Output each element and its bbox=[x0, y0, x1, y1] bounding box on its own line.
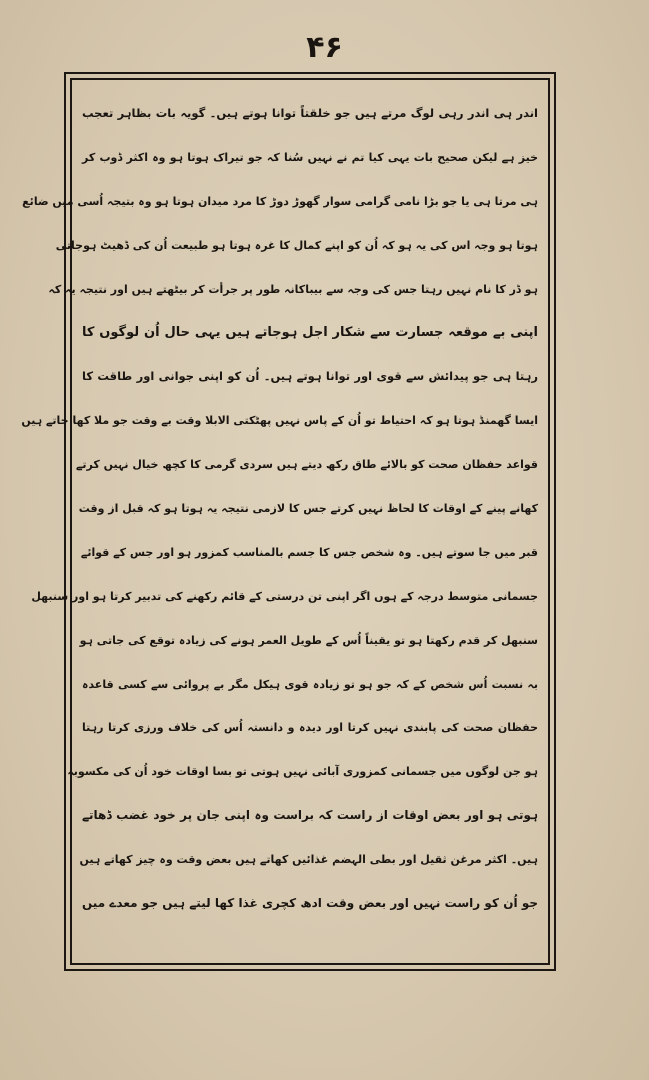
text-line: خیز ہے لیکن صحیح بات یہی کیا تم نے نہیں سُنا کہ جو تیراک ہوتا ہو وہ اکثر ڈوب کر bbox=[82, 150, 538, 164]
text-line: ہوتا ہو وجہ اس کی یہ ہو کہ اُن کو اپنے کمال کا غرہ ہوتا ہو طبیعت اُن کی ڈھیٹ ہوجاتی bbox=[55, 238, 538, 252]
text-line: ایسا گھمنڈ ہوتا ہو کہ احتیاط تو اُن کے پاس نہیں پھٹکتی الابلا وقت بے وقت جو ملا کھا جاتے ہیں bbox=[21, 414, 538, 428]
text-block bbox=[21, 92, 538, 926]
text-line: ہی مرتا ہی یا جو بڑا نامی گرامی سوار گھوڑ دوڑ کا مرد میدان ہوتا ہو وہ بتیجہ اُسی میں ضائع bbox=[22, 194, 538, 208]
text-line: کھانے پینے کے اوقات کا لحاظ نہیں کرتے جس کا لازمی نتیجہ یہ ہوتا ہو کہ قبل از وقت bbox=[78, 502, 538, 516]
text-line: ہو ڈر کا نام نہیں رہتا جس کی وجہ سے بیباکانہ طور پر جرأت کر بیٹھتے ہیں اور نتیجہ یہ کہ bbox=[48, 282, 538, 296]
text-line: حفظان صحت کی پابندی نہیں کرتا اور دیدہ و دانستہ اُس کی خلاف ورزی کرتا رہتا bbox=[82, 721, 538, 735]
text-line: ہوتی ہو اور بعض اوقات از راست کہ براست وہ اپنی جان پر خود غضب ڈھاتے bbox=[82, 808, 538, 823]
text-line: رہتا ہی جو پیدائش سے قوی اور توانا ہوتے ہیں۔ اُن کو اپنی جوانی اور طاقت کا bbox=[82, 369, 538, 384]
text-line: ہو جن لوگوں میں جسمانی کمزوری آبائی نہیں ہوتی تو بسا اوقات خود اُن کی مکسوبہ bbox=[67, 765, 538, 779]
text-line: قبر میں جا سوتے ہیں۔ وہ شخص جس کا جسم بالمناسب کمزور ہو اور جس کے قوائے bbox=[80, 545, 538, 559]
text-line: قواعد حفظان صحت کو بالائے طاق رکھ دیتے ہیں سردی گرمی کا کچھ خیال نہیں کرتے bbox=[75, 458, 538, 472]
text-line: جسمانی متوسط درجہ کے ہوں اگر اپنی تن درستی کے قائم رکھنے کی تدبیر کرتا ہو اور سنبھل bbox=[31, 589, 538, 603]
text-line: ہیں۔ اکثر مرغن ثقیل اور بطی الہضم غذائیں کھاتے ہیں بعض وقت وہ چیز کھاتے ہیں bbox=[79, 853, 538, 867]
text-frame bbox=[21, 78, 550, 965]
page-number: ۴۶ bbox=[306, 30, 343, 65]
text-line: اندر ہی اندر رہی لوگ مرتے ہیں جو خلقتاً توانا ہوتے ہیں۔ گویہ بات بظاہر تعجب bbox=[82, 106, 538, 120]
text-line: جو اُن کو راست نہیں اور بعض وقت ادھ کچری غذا کھا لیتے ہیں جو معدے میں bbox=[82, 896, 538, 911]
text-line: بہ نسبت اُس شخص کے کہ جو ہو تو زیادہ قوی ہیکل مگر بے پروائی سے کسی قاعدہ bbox=[82, 677, 538, 691]
text-line: سنبھل کر قدم رکھتا ہو تو یقیناً اُس کے طویل العمر ہونے کی زیادہ توقع کی جاتی ہو bbox=[79, 633, 538, 647]
text-line: اپنی بے موقعہ جسارت سے شکار اجل ہوجاتے ہیں یہی حال اُن لوگوں کا bbox=[82, 325, 538, 341]
